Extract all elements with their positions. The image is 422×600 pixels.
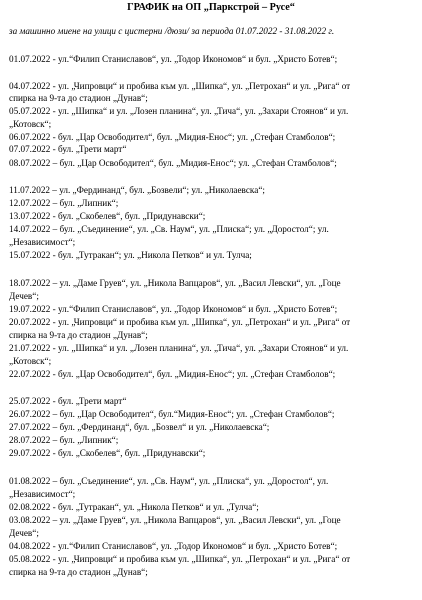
schedule-line: 25.07.2022 - бул. „Трети март“ [9,396,127,406]
schedule-line: 19.07.2022 - ул.“Филип Станиславов“, ул. „Тодор Икономов“ и бул. „Христо Ботев“; [9,304,338,314]
schedule-line: 06.07.2022 - бул. „Цар Освободител“, бул. „Мидия-Енос“; ул. „Стефан Стамболов“; [9,132,336,142]
schedule-line: 22.07.2022 - бул. „Цар Освободител“, бул. „Мидия-Енос“; ул. „Стефан Стамболов“; [9,369,336,379]
schedule-line: 27.07.2022 – бул. „Фердинанд“, бул. „Бозвел“ и ул. „Николаевска“; [9,422,270,432]
schedule-line: 20.07.2022 - ул. „Чипровци“ и пробива към ул. „Шипка“, ул. „Петрохан“ и ул. „Рига“ от [9,317,351,327]
schedule-line: 03.08.2022 – ул. „Даме Груев“, ул. „Никола Вапцаров“, ул. „Васил Левски“, ул. „Гоце [9,515,341,525]
schedule-line: 11.07.2022 – ул. „Фердинанд“, бул. „Бозвели“; ул. „Николаевска“; [9,185,265,195]
schedule-line: 14.07.2022 – бул. „Съединение“, ул. „Св. Наум“, ул. „Плиска“; ул. „Доростол“; ул. [9,224,329,234]
page-subtitle: за машинно миене на улици с цистерни /дюзи/ за периода 01.07.2022 - 31.08.2022 г. [9,26,335,36]
schedule-line: 13.07.2022 - бул. „Скобелев“, бул. „Придунавски“; [9,211,206,221]
schedule-line: „Котовск“; [9,356,52,366]
schedule-line: Дечев“; [9,528,39,538]
schedule-line: спирка на 9-та до стадион „Дунав“; [9,93,148,103]
schedule-line: Дечев“; [9,291,39,301]
schedule-line: 26.07.2022 – бул. „Цар Освободител“, бул.“Мидия-Енос“; ул. „Стефан Стамболов“; [9,409,335,419]
schedule-line: 21.07.2022 - ул. „Шипка“ и ул. „Лозен планина“, ул. „Тича“, ул. „Захари Стоянов“ и ул. [9,343,349,353]
schedule-line: 05.07.2022 - ул. „Шипка“ и ул. „Лозен планина“, ул. „Тича“, ул. „Захари Стоянов“ и ул. [9,106,349,116]
schedule-line: 01.07.2022 - ул.“Филип Станиславов“, ул. „Тодор Икономов“ и бул. „Христо Ботев“; [9,54,338,64]
schedule-line: 04.08.2022 - ул.“Филип Станиславов“, ул. „Тодор Икономов“ и бул. „Христо Ботев“; [9,541,338,551]
schedule-line: 15.07.2022 - бул. „Тутракан“; ул. „Никола Петков“ и ул. Тулча; [9,250,252,260]
schedule-line: 28.07.2022 – бул. „Липник“; [9,435,119,445]
schedule-line: 08.07.2022 – бул. „Цар Освободител“, бул. „Мидия-Енос“; ул. „Стефан Стамболов“; [9,158,337,168]
schedule-line: 05.08.2022 - ул. „Чипровци“ и пробива към ул. „Шипка“, ул. „Петрохан“ и ул. „Рига“ от [9,554,351,564]
schedule-line: 02.08.2022 - бул. „Тутракан“, ул. „Никола Петков“ и ул. „Тулча“; [9,502,259,512]
schedule-line: спирка на 9-та до стадион „Дунав“; [9,330,148,340]
schedule-line: „Независимост“; [9,237,76,247]
schedule-line: 07.07.2022 - бул. „Трети март“ [9,144,127,154]
schedule-line: 01.08.2022 – бул. „Съединение“, ул. „Св. Наум“, ул. „Плиска“, ул. „Доростол“, ул. [9,476,329,486]
schedule-line: 18.07.2022 – ул. „Даме Груев“, ул. „Никола Вапцаров“, ул. „Васил Левски“, ул. „Гоце [9,278,341,288]
schedule-line: 12.07.2022 – бул. „Липник“; [9,198,119,208]
schedule-line: „Котовск“; [9,119,52,129]
schedule-line: спирка на 9-та до стадион „Дунав“; [9,567,148,577]
schedule-line: 04.07.2022 - ул. „Чипровци“ и пробива към ул. „Шипка“, ул. „Петрохан“ и ул. „Рига“ от [9,81,351,91]
schedule-line: „Независимост“; [9,489,76,499]
page-title: ГРАФИК на ОП „Паркстрой – Русе“ [127,2,295,13]
schedule-line: 29.07.2022 - бул. „Скобелев“, бул. „Придунавски“; [9,448,206,458]
